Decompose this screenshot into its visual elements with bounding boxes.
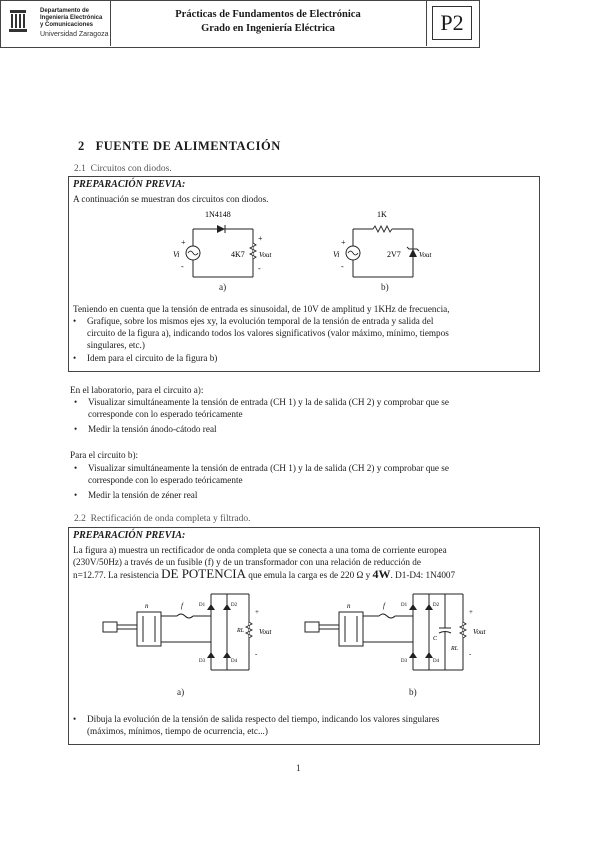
prep2-line-3: n=12.77. La resistencia DE POTENCIA que emula la carga es de 220 Ω y 4W. D1-D4: 1N4007 — [73, 566, 456, 581]
course-title: Prácticas de Fundamentos de Electrónica — [175, 9, 361, 20]
university-logo-icon — [8, 8, 28, 34]
svg-text:Vout: Vout — [473, 628, 486, 636]
lab-b-bullet-1: Visualizar simultáneamente la tensión de entrada (CH 1) y la de salida (CH 2) y comprobar que se corresponde con lo esperado teóricamente — [88, 463, 449, 485]
prep2-bullet-1: Dibuja la evolución de la tensión de salida respecto del tiempo, indicando los valores singulares (máximos, mínimos, tiempo de ocurrencia, etc...) — [87, 714, 440, 736]
rectifier-a-diagram — [99, 588, 289, 680]
bullet-icon: • — [74, 397, 78, 407]
prep-box-1 — [68, 176, 540, 372]
bullet-icon: • — [73, 714, 77, 724]
subsection-2-2-title: 2.2 Rectificación de onda completa y filtrado. — [74, 514, 251, 524]
svg-text:f: f — [181, 602, 183, 610]
svg-text:4K7: 4K7 — [231, 250, 245, 259]
university-name: Universidad Zaragoza — [40, 31, 109, 38]
svg-text:+: + — [255, 608, 259, 616]
prep2-line-1: La figura a) muestra un rectificador de onda completa que se conecta a una toma de corriente europea — [73, 545, 447, 555]
circuit-a-caption: a) — [219, 282, 227, 292]
degree-title: Grado en Ingeniería Eléctrica — [201, 23, 335, 34]
section-title: 2 FUENTE DE ALIMENTACIÓN — [78, 139, 281, 153]
rectifier-b-caption: b) — [409, 687, 417, 697]
svg-text:D1: D1 — [199, 603, 206, 608]
header-code-cell — [426, 0, 478, 46]
page-number: 1 — [296, 763, 301, 773]
svg-text:-: - — [341, 262, 344, 271]
svg-text:+: + — [341, 238, 346, 247]
bullet-icon: • — [74, 463, 78, 473]
svg-text:2V7: 2V7 — [387, 250, 401, 259]
svg-text:Vi: Vi — [333, 250, 340, 259]
svg-text:+: + — [258, 234, 263, 243]
svg-text:C: C — [433, 636, 438, 642]
circuit-b-caption: b) — [381, 282, 389, 292]
svg-text:D1: D1 — [401, 603, 408, 608]
svg-text:Vi: Vi — [173, 250, 180, 259]
svg-text:-: - — [255, 650, 258, 658]
bullet-icon: • — [73, 316, 77, 326]
svg-text:n: n — [145, 602, 149, 610]
svg-text:1N4148: 1N4148 — [205, 210, 231, 219]
subsection-2-1-title: 2.1 Circuitos con diodos. — [74, 164, 172, 174]
svg-text:f: f — [383, 602, 385, 610]
prep-bullet-2: Idem para el circuito de la figura b) — [87, 353, 218, 363]
prep-heading: PREPARACIÓN PREVIA: — [73, 179, 186, 190]
svg-text:+: + — [469, 608, 473, 616]
svg-text:D4: D4 — [433, 659, 440, 664]
bullet-icon: • — [74, 490, 78, 500]
prep-heading: PREPARACIÓN PREVIA: — [73, 530, 186, 541]
department-name: Departamento de Ingeniería Electrónica y Comunicaciones — [40, 8, 103, 28]
svg-text:n: n — [347, 602, 351, 610]
lab-a-intro: En el laboratorio, para el circuito a): — [70, 385, 204, 395]
lab-a-bullet-1: Visualizar simultáneamente la tensión de entrada (CH 1) y la de salida (CH 2) y comprobar que se corresponde con lo esperado teóricamente — [88, 397, 449, 419]
svg-text:RL: RL — [237, 628, 245, 634]
prep-bullet-1: Grafique, sobre los mismos ejes xy, la evolución temporal de la tensión de entrada y salida del circuito de la figura a), indicando todos los valores significativos (valor máximo, mínimo, tiempos singulares, etc.) — [87, 316, 449, 350]
bullet-icon: • — [74, 424, 78, 434]
bullet-icon: • — [73, 353, 77, 363]
svg-text:D3: D3 — [199, 659, 206, 664]
svg-text:+: + — [181, 238, 186, 247]
svg-text:D4: D4 — [231, 659, 238, 664]
svg-text:D2: D2 — [433, 603, 440, 608]
svg-text:RL: RL — [451, 646, 459, 652]
lab-a-bullet-2: Medir la tensión ánodo-cátodo real — [88, 424, 217, 434]
rectifier-a-caption: a) — [177, 687, 185, 697]
prep-intro: A continuación se muestran dos circuitos con diodos. — [73, 194, 269, 204]
svg-text:Vout: Vout — [419, 251, 432, 259]
header-title-cell — [110, 0, 427, 46]
svg-text:-: - — [258, 264, 261, 273]
svg-text:D3: D3 — [401, 659, 408, 664]
page-header — [0, 0, 480, 48]
svg-text:1K: 1K — [377, 210, 387, 219]
svg-text:D2: D2 — [231, 603, 238, 608]
prep-box-2 — [68, 527, 540, 745]
svg-text:Vout: Vout — [259, 628, 272, 636]
lab-b-bullet-2: Medir la tensión de zéner real — [88, 490, 198, 500]
lab-b-intro: Para el circuito b): — [70, 450, 139, 460]
svg-text:Vout: Vout — [259, 251, 272, 259]
practice-code: P2 — [432, 6, 472, 40]
svg-text:-: - — [181, 262, 184, 271]
header-logo-cell — [0, 0, 111, 46]
prep2-line-2: (230V/50Hz) a través de un fusible (f) y de un transformador con una relación de reducción de — [73, 557, 421, 567]
svg-text:-: - — [469, 650, 472, 658]
prep-text: Teniendo en cuenta que la tensión de entrada es sinusoidal, de 10V de amplitud y 1KHz de frecuencia, — [73, 304, 450, 314]
rectifier-b-diagram — [301, 588, 501, 680]
